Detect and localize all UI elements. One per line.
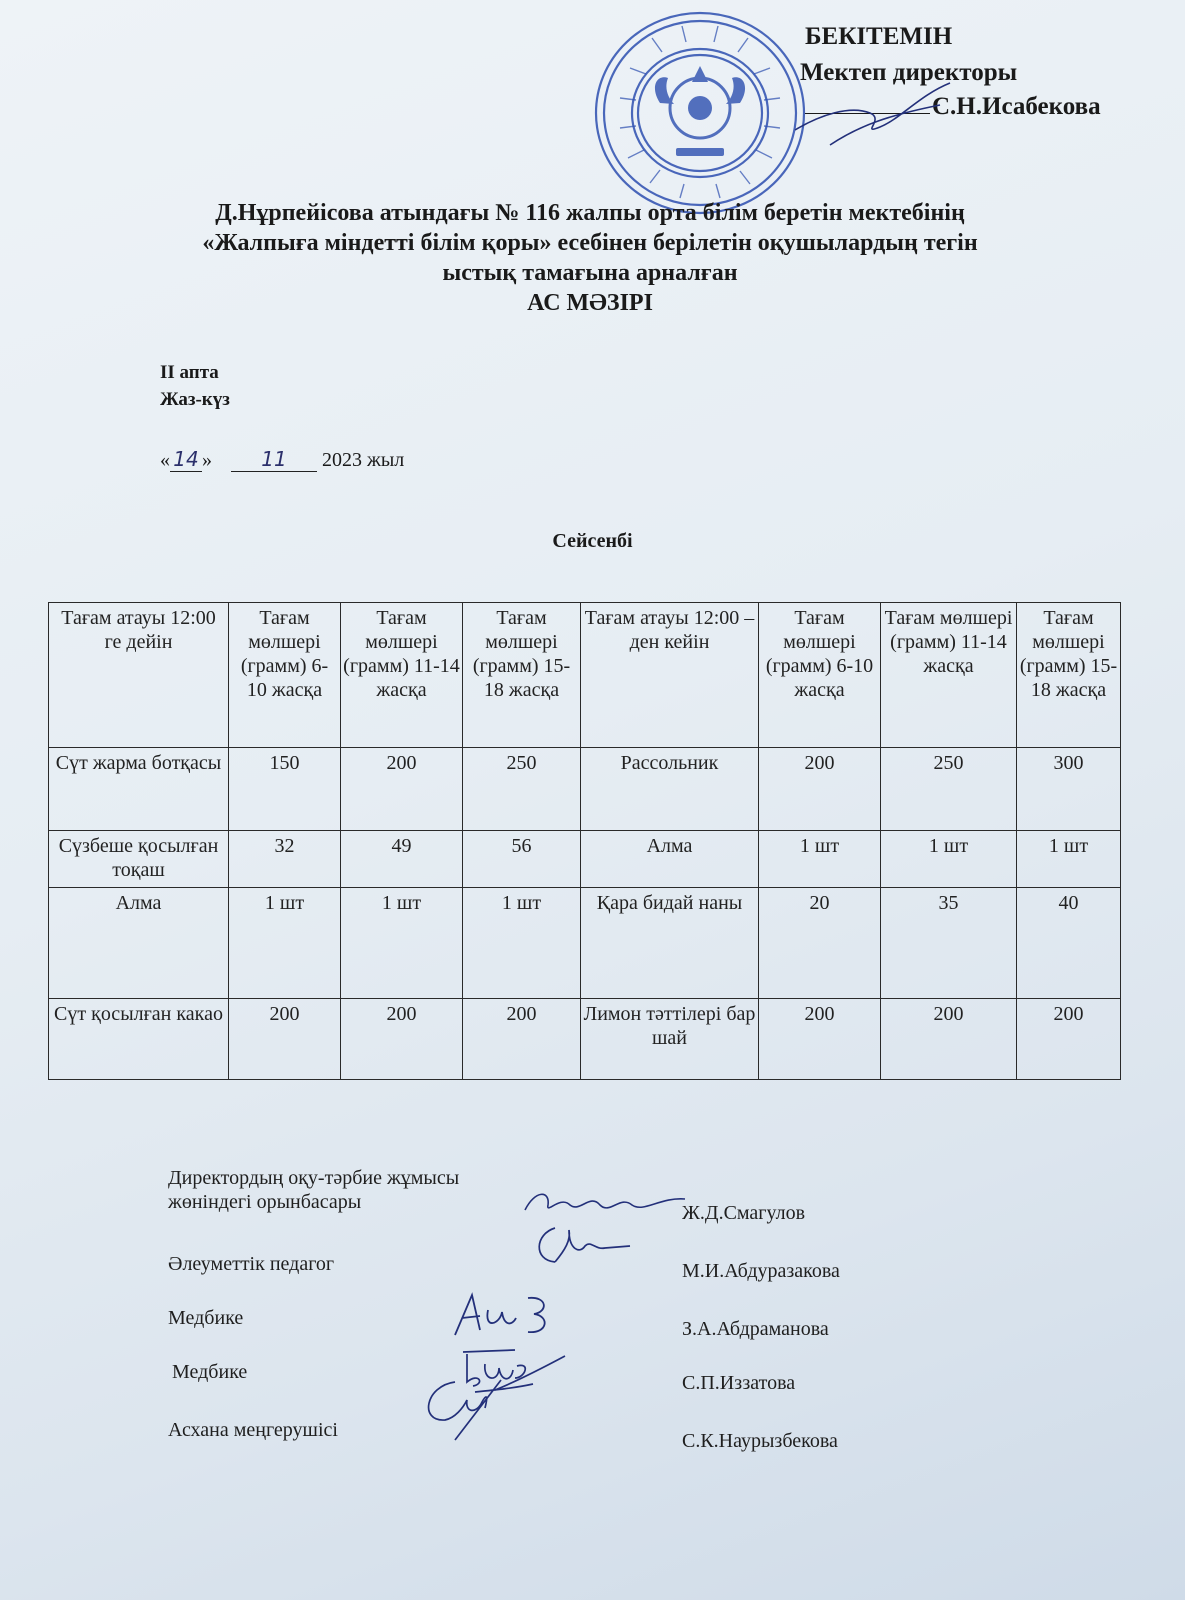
table-cell: 32	[229, 831, 341, 888]
header-cell: Тағам атауы 12:00 – ден кейін	[581, 603, 759, 748]
signatory-name: С.К.Наурызбекова	[682, 1430, 838, 1452]
signatory-name: З.А.Абдраманова	[682, 1318, 829, 1340]
table-cell: Сүт жарма ботқасы	[49, 748, 229, 831]
table-cell: 300	[1017, 748, 1121, 831]
signatory-role-line: Директордың оқу-тәрбие жұмысы	[168, 1167, 460, 1189]
table-cell: 1 шт	[1017, 831, 1121, 888]
title-line-4: АС МӘЗІРІ	[527, 290, 653, 316]
table-cell: 200	[759, 999, 881, 1080]
table-cell: 200	[463, 999, 581, 1080]
table-cell: 1 шт	[229, 888, 341, 999]
weekday-label: Сейсенбі	[552, 530, 633, 552]
table-cell: 200	[341, 999, 463, 1080]
signatory-role: Медбике	[168, 1307, 244, 1329]
table-cell: 200	[881, 999, 1017, 1080]
table-cell: 250	[463, 748, 581, 831]
table-header-row	[49, 603, 1121, 748]
approval-position: Мектеп директоры	[800, 59, 1018, 86]
table-cell: 1 шт	[759, 831, 881, 888]
signature-scribble	[415, 1372, 535, 1442]
header-cell: Тағам мөлшері (грамм) 6-10 жасқа	[229, 603, 341, 748]
date-open-quote: «	[160, 449, 170, 471]
table-row	[49, 831, 1121, 888]
table-row	[49, 748, 1121, 831]
signatory-role: Әлеуметтік педагог	[168, 1253, 335, 1275]
date-day: 14	[170, 447, 202, 472]
title-line-2: «Жалпыға міндетті білім қоры» есебінен берілетін оқушылардың тегін	[202, 230, 978, 256]
table-cell: Алма	[49, 888, 229, 999]
date-year: 2023 жыл	[322, 449, 405, 471]
table-cell: Лимон тәттілері бар шай	[581, 999, 759, 1080]
signatory-role-line: жөніндегі орынбасары	[168, 1191, 362, 1213]
table-cell: 35	[881, 888, 1017, 999]
table-cell: Алма	[581, 831, 759, 888]
title-line-1: Д.Нұрпейісова атындағы № 116 жалпы орта білім беретін мектебінің	[215, 200, 965, 226]
signature-scribble	[525, 1220, 635, 1270]
official-stamp	[590, 8, 810, 218]
signature-scribble	[520, 1185, 690, 1225]
table-cell: Қара бидай наны	[581, 888, 759, 999]
signatory-name: С.П.Иззатова	[682, 1372, 796, 1394]
table-cell: 1 шт	[881, 831, 1017, 888]
table-row	[49, 999, 1121, 1080]
week-label: ІІ апта	[160, 362, 219, 383]
title-line-3: ыстық тамағына арналған	[442, 260, 738, 286]
signatory-name: Ж.Д.Смагулов	[682, 1202, 806, 1224]
header-cell: Тағам мөлшері (грамм) 11-14 жасқа	[341, 603, 463, 748]
header-cell: Тағам мөлшері (грамм) 6-10 жасқа	[759, 603, 881, 748]
table-cell: 56	[463, 831, 581, 888]
signatory-name: М.И.Абдуразакова	[682, 1260, 840, 1282]
header-cell: Тағам мөлшері (грамм) 15-18 жасқа	[1017, 603, 1121, 748]
table-cell: 49	[341, 831, 463, 888]
table-cell: 150	[229, 748, 341, 831]
table-cell: 200	[759, 748, 881, 831]
signatory-role: Асхана меңгерушісі	[168, 1419, 338, 1441]
date-line	[160, 447, 404, 472]
menu-table	[48, 602, 1121, 1080]
table-cell: Сүт қосылған какао	[49, 999, 229, 1080]
header-cell: Тағам мөлшері (грамм) 15-18 жасқа	[463, 603, 581, 748]
table-cell: 200	[229, 999, 341, 1080]
header-cell: Тағам мөлшері (грамм) 11-14 жасқа	[881, 603, 1017, 748]
table-cell: 20	[759, 888, 881, 999]
table-cell: Рассольник	[581, 748, 759, 831]
table-cell: 1 шт	[341, 888, 463, 999]
date-close-quote: »	[202, 449, 212, 471]
director-name: С.Н.Исабекова	[932, 93, 1101, 120]
table-cell: 250	[881, 748, 1017, 831]
director-signature	[790, 75, 960, 155]
table-cell: 200	[1017, 999, 1121, 1080]
signature-scribble	[450, 1290, 560, 1340]
table-cell: 40	[1017, 888, 1121, 999]
table-cell: Сүзбеше қосылған тоқаш	[49, 831, 229, 888]
table-row	[49, 888, 1121, 999]
signatory-role	[168, 1166, 459, 1214]
approval-heading: БЕКІТЕМІН	[805, 23, 953, 50]
table-cell: 1 шт	[463, 888, 581, 999]
header-cell: Тағам атауы 12:00 ге дейін	[49, 603, 229, 748]
season-label: Жаз-күз	[160, 389, 230, 410]
document-title	[150, 198, 1030, 318]
date-month: 11	[231, 447, 317, 472]
table-cell: 200	[341, 748, 463, 831]
signatory-role: Медбике	[172, 1361, 248, 1383]
